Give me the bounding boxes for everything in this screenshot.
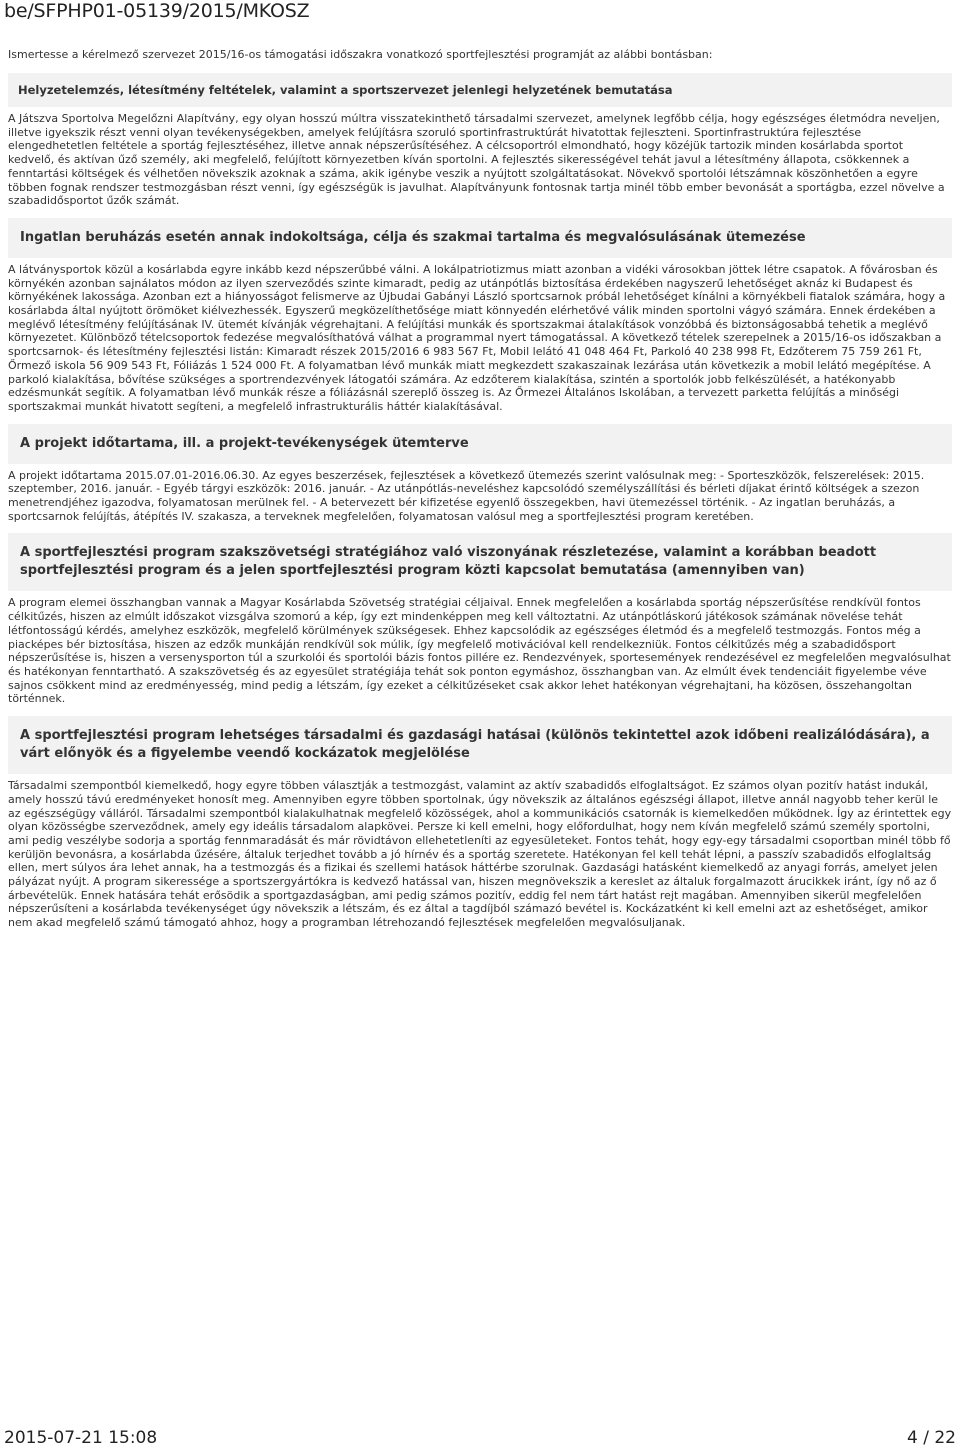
section-text: A látványsportok közül a kosárlabda egyre inkább kezd népszerűbbé válni. A lokálpatriotizmus miatt azonban a vidéki városokban jöttek létre csapatok. A fővárosban és környékén azonban sajnálatos módon az ilyen szerveződés szinte kimaradt, pedig az utánpótlás biztosítása érdekében nagyszerű lehetőséget aknáz ki Budapest és környékének lakossága. Azonban ezt a hiányosságot felismerve az Újbudai Gabányi László sportcsarnok próbál lehetőséget kínálni a környékbeli fiatalok számára, hogy a kosárlabda által nyújtott örömöket kiélvezhessék. Egyszerű megközelíthetősége miatt könnyedén elérhetővé válik minden sportolni vágyó számára. Ennek érdekében a meglévő létesítmény felújításának IV. ütemét kívánják végrehajtani. A felújítási munkák és sportszakmai átalakítások vonzóbbá és biztonságosabbá tehetik a meglévő környezetet. Különböző tételcsoportok fedezése megvalósíthatóvá válhat a programmal nyert támogatással. A következő tételek szerepelnek a 2015/16-os időszakban a sportcsarnok- és létesítmény fejlesztési listán: Kimaradt részek 2015/2016 6 983 567 Ft, Mobil lelátó 41 048 464 Ft, Parkoló 40 238 998 Ft, Edzőterem 75 759 261 Ft, Őrmező iskola 56 909 543 Ft, Fóliázás 1 524 000 Ft. A folyamatban lévő munkák miatt megkezdett szakaszainak lezárása után következik a mobil lelátó megépítése. A parkoló kialakítása, bővítése szükséges a sportrendezvények látogatói számára. Az edzőterem kialakítása, szintén a sportolók jobb felkészülését, a hatékonyabb edzésmunkát segítik. A folyamatban lévő munkák része a fóliázásnál szereplő összeg is. Az Őrmezei Általános Iskolában, a tervezett parketta felújítás a minőségi sportszakmai munkát hivatott segíteni, a megfelelő infrastrukturális háttér kialakításával. (8, 262, 946, 413)
section-title: Ingatlan beruházás esetén annak indokoltsága, célja és szakmai tartalma és megvalósulásának ütemezése (8, 218, 952, 258)
section-text: Társadalmi szempontból kiemelkedő, hogy egyre többen választják a testmozgást, valamint az aktív szabadidős elfoglaltságot. Ez számos olyan pozitív hatást indukál, amely hosszú távú eredményeket honosít meg. Amennyiben egyre többen sportolnak, úgy növekszik az általános egészségi állapot, illetve annál nagyobb teher kerül le az egészségügy válláról. Társadalmi szempontból kialakulhatnak megfelelő közösségek, ahol a kommunikációs csatornák is kiemelkedően működnek. Így az érintettek egy olyan közösségbe szerveződnek, amely egy ideális társadalom alapkövei. Persze ki kell emelni, hogy előfordulhat, hogy nem kíván megfelelő számú személy sportolni, ami pedig veszélybe sodorja a sportág fennmaradását és már rövidtávon ellehetetleníti az egyesületeket. Fontos tehát, hogy egy-egy társadalmi csoportban minél több fő kerüljön bevonásra, a kosárlabda űzésére, általuk terjedhet tovább a jó hírnév és a sportág szeretete. Hatékonyan fel kell tehát lépni, a passzív szabadidős elfoglaltság ellen, mert súlyos ára lehet annak, ha a testmozgás és a fizikai és szellemi hatások háttérbe szorulnak. Gazdasági hatásként kiemelkedő az anyagi forrás, amelyet jelen pályázat nyújt. A program sikeressége a sportszergyártókra is kedvező hatással van, hiszen megnövekszik a kereslet az általuk forgalmazott árucikkek iránt, így nő az ő árbevételük. Ennek hatására tehát erősödik a sportgazdaságban, ami pedig számos pozitív, eddig fel nem tárt hatást rejt magában. Amennyiben sikerül megfelelően népszerűsíteni a kosárlabda tevékenységet úgy növekszik a létszám, és ez által a tagdíjból számazó bevétel is. Kockázatként ki kell emelni azt az eshetőséget, amikor nem akad megfelelő számú támogató ahhoz, hogy a programban létrehozandó fejlesztések megfelelően megvalósuljanak. (8, 779, 952, 930)
section-strategy (8, 533, 952, 706)
document-reference: be/SFPHP01-05139/2015/MKOSZ (4, 0, 310, 22)
intro-text: Ismertesse a kérelmező szervezet 2015/16-os támogatási időszakra vonatkozó sportfejlesztési programját az alábbi bontásban: (8, 48, 713, 61)
section-text: A program elemei összhangban vannak a Magyar Kosárlabda Szövetség stratégiai céljaival. Ennek megfelelően a kosárlabda sportág népszerűsítése rendkívül fontos célkitűzés, hiszen az elmúlt időszakot vizsgálva szomorú a kép, így ezt mindenképpen meg kell változtatni. Az utánpótláskorú játékosok számának növelése tehát létfontosságú kérdés, amelyhez eszközök, megfelelő körülmények szükségesek. Ehhez kapcsolódik az egészséges életmód és a megfelelő testmozgás. Fontos még a piacképes bér biztosítása, hiszen az edzők munkáján rendkívül sok múlik, így megfelelő motivációval kell rendelkezniük. Fontos célkitűzés még a szabadidősport népszerűsítése is, hiszen a versenysporton túl a szurkolói és sportolói bázis fontos pillére ez. Rendezvények, sportesemények rendezésével ez megfelelően megvalósulhat és hatékonyan fenntartható. A szakszövetség és az egyesület stratégiája tehát sok ponton egymáshoz, összhangban van. Az elmúlt évek tendenciáit figyelembe véve sajnos csökkent mind az eredményesség, mind pedig a létszám, így ezeket a célkitűzéseket csak akkor lehet hatékonyan végrehajtani, ha közösen, összehangoltan történnek. (8, 596, 951, 706)
section-real-estate (8, 218, 952, 414)
section-title: A projekt időtartama, ill. a projekt-tevékenységek ütemterve (8, 424, 952, 464)
section-title: A sportfejlesztési program szakszövetségi stratégiához való viszonyának részletezése, valamint a korábban beadott sportfejlesztési program és a jelen sportfejlesztési program közti kapcsolat bemutatása (amennyiben van) (8, 533, 952, 591)
section-impacts (8, 716, 952, 930)
section-title: A sportfejlesztési program lehetséges társadalmi és gazdasági hatásai (különös tekintettel azok időbeni realizálódására), a várt előnyök és a figyelembe veendő kockázatok megjelölése (8, 716, 952, 774)
section-text: A Játszva Sportolva Megelőzni Alapítvány, egy olyan hosszú múltra visszatekinthető társadalmi szervezet, amelynek legfőbb célja, hogy egészséges életmódra neveljen, illetve igyekszik részt venni olyan tevékenységekben, amelyek felújításra szoruló sportinfrastruktúrát hivatottak fejleszteni. Sportinfrastruktúra fejlesztése elengedhetetlen feltétele a sportág fejlesztéséhez, illetve annak népszerűsítéséhez. A célcsoportról elmondható, hogy közéjük tartozik minden kosárlabda sportot kedvelő, és aktívan űző személy, aki megfelelő, felújított környezetben kíván sportolni. A fejlesztés sikerességével tehát javul a létesítmény állapota, csökkennek a fenntartási költségek és vélhetően növekszik azoknak a száma, akik igénybe veszik a nyújtott szolgáltatásokat. Növekvő sportolói létszámnak köszönhetően a egyre többen fognak rendszer testmozgásban részt venni, így egészségük is javulhat. Alapítványunk fontosnak tartja minél több ember bevonását a sportágba, ezzel növelve a szabadidősportot űzők számát. (8, 112, 945, 208)
section-situation (8, 73, 952, 208)
section-title: Helyzetelemzés, létesítmény feltételek, valamint a sportszervezet jelenlegi helyzetének bemutatása (8, 73, 952, 107)
page-number: 4 / 22 (907, 1428, 956, 1448)
section-text: A projekt időtartama 2015.07.01-2016.06.30. Az egyes beszerzések, fejlesztések a következő ütemezés szerint valósulnak meg: - Sporteszközök, felszerelések: 2015. szeptember, 2016. január. - Egyéb tárgyi eszközök: 2016. január. - Az utánpótlás-neveléshez kapcsolódó személyszállítási és bérleti díjakat érintő költségek a szezon menetrendjéhez igazodva, folyamatosan merülnek fel. - A betervezett bér kifizetése egyenlő összegekben, havi ütemezéssel történik. - Az ingatlan beruházás, a sportcsarnok felújítás, átépítés IV. szakasza, a terveknek megfelelően, folyamatosan valósul meg a sportfejlesztési program keretében. (8, 468, 925, 523)
footer-timestamp: 2015-07-21 15:08 (4, 1428, 158, 1448)
document-body (0, 48, 960, 938)
section-schedule (8, 424, 952, 524)
